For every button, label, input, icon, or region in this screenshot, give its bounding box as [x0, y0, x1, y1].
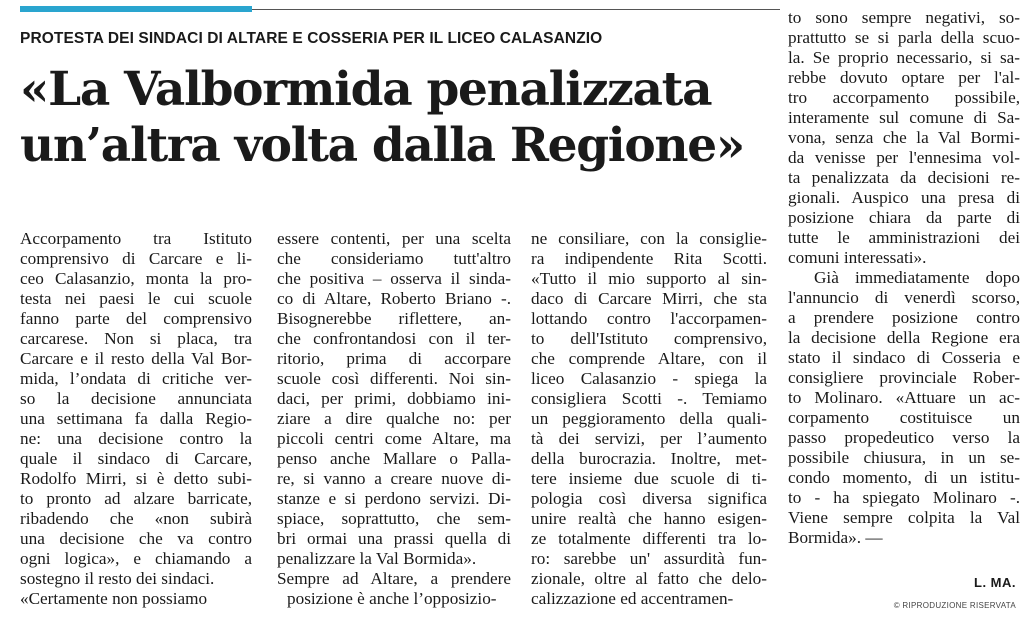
article-line: stanze e si perdono servizi. Di-	[277, 489, 511, 508]
article-line: spiace, soprattutto, che sem-	[277, 509, 511, 528]
article-line: l'annuncio di venerdì scorso,	[788, 288, 1020, 307]
article-line: ra indipendente Rita Scotti.	[531, 249, 767, 268]
article-line: una settimana fa dalla Regio-	[20, 409, 252, 428]
article-line: un peggioramento della quali-	[531, 409, 767, 428]
article-line: tà dei servizi, per l’aumento	[531, 429, 767, 448]
article-line: la. Se proprio necessario, si sa-	[788, 48, 1020, 67]
article-column-1	[20, 229, 252, 609]
article-column-3	[531, 229, 767, 609]
article-line: to - ha spiegato Molinaro -.	[788, 488, 1020, 507]
article-line: Carcare e il resto della Val Bor-	[20, 349, 252, 368]
article-line: bri ormai una prassi quella di	[277, 529, 511, 548]
article-line: penalizzare la Val Bormida».	[277, 549, 477, 568]
article-line: ro: sarebbe un' assurdità fun-	[531, 549, 767, 568]
article-line: ze totalmente differenti tra lo-	[531, 529, 767, 548]
article-line: lottando contro l'accorpamen-	[531, 309, 767, 328]
kicker: PROTESTA DEI SINDACI DI ALTARE E COSSERIA PER IL LICEO CALASANZIO	[20, 30, 603, 47]
article-line: stato il sindaco di Cosseria e	[788, 348, 1020, 367]
article-line: pologia così diversa significa	[531, 489, 767, 508]
section-color-bar	[20, 6, 252, 12]
headline-line: «La Valbormida penalizzata	[20, 62, 712, 117]
article-line: tere insieme due scuole di ti-	[531, 469, 767, 488]
article-line: carcarese. Non si placa, tra	[20, 329, 252, 348]
article-line: penso anche Mallare o Palla-	[277, 449, 511, 468]
article-line: zionale, oltre al fatto che delo-	[531, 569, 767, 588]
article-line: che consideriamo tutt'altro	[277, 249, 511, 268]
article-line: piccoli centri come Altare, ma	[277, 429, 511, 448]
article-line: posizione chiara da parte di	[788, 208, 1020, 227]
article-line: scuole così differenti. Noi sin-	[277, 369, 511, 388]
article-line: che positiva – osserva il sinda-	[277, 269, 511, 288]
article-line: to Molinaro. «Attuare un ac-	[788, 388, 1020, 407]
headline	[20, 62, 780, 174]
article-line: ne: una decisione contro la	[20, 429, 252, 448]
article-line: condo momento, di un istitu-	[788, 468, 1020, 487]
article-line: tro accorpamento possibile,	[788, 88, 1020, 107]
article-line: Viene sempre colpita la Val	[788, 508, 1020, 527]
article-line: testa nei paesi le cui scuole	[20, 289, 252, 308]
article-line: che comprende Altare, con il	[531, 349, 767, 368]
article-line: «Tutto il mio supporto al sin-	[531, 269, 767, 288]
article-line: consigliera Scotti -. Temiamo	[531, 389, 767, 408]
headline-line: un’altra volta dalla Regione»	[20, 118, 744, 173]
article-line: ritorio, prima di accorpare	[277, 349, 511, 368]
article-line: la decisione della Regione era	[788, 328, 1020, 347]
article-line: ziare a dire qualche no: per	[277, 409, 511, 428]
article-line: interamente sul comune di Sa-	[788, 108, 1020, 127]
article-line: a prendere posizione contro	[788, 308, 1020, 327]
article-line: Sempre ad Altare, a prendere	[277, 569, 511, 588]
article-line: Rodolfo Mirri, si è detto subi-	[20, 469, 252, 488]
copyright-notice: © RIPRODUZIONE RISERVATA	[893, 601, 1016, 610]
article-line: comuni interessati».	[788, 248, 927, 267]
article-line: Già immediatamente dopo	[814, 268, 1020, 287]
article-line: ta penalizzata da decisioni re-	[788, 168, 1020, 187]
article-line: ribadendo che «non subirà	[20, 509, 252, 528]
article-line: re, si vanno a creare nuove di-	[277, 469, 511, 488]
article-line: comprensivo di Carcare e li-	[20, 249, 252, 268]
article-line: corpamento costituisce un	[788, 408, 1020, 427]
article-line: mida, l’ondata di critiche ver-	[20, 369, 252, 388]
article-line: sostegno il resto dei sindaci.	[20, 569, 215, 588]
article-line: unire realtà che hanno esigen-	[531, 509, 767, 528]
article-line: quale il sindaco di Carcare,	[20, 449, 252, 468]
article-line: to sono sempre negativi, so-	[788, 8, 1020, 27]
article-line: calizzazione ed accentramen-	[531, 589, 734, 608]
article-line: to pronto ad alzare barricate,	[20, 489, 252, 508]
article-line: Bormida». —	[788, 528, 883, 547]
article-line: daco di Carcare Mirri, che sta	[531, 289, 767, 308]
author-signature: L. MA.	[974, 575, 1016, 590]
article-line: rebbe dovuto optare per l'al-	[788, 68, 1020, 87]
article-line: passo propedeutico verso la	[788, 428, 1020, 447]
article-line: daci, per primi, dobbiamo ini-	[277, 389, 511, 408]
article-line: gionali. Auspico una presa di	[788, 188, 1020, 207]
article-line: liceo Calasanzio - spiega la	[531, 369, 767, 388]
article-line: ceo Calasanzio, monta la pro-	[20, 269, 252, 288]
article-line: essere contenti, per una scelta	[277, 229, 511, 248]
article-line: prattutto se si parla della scuo-	[788, 28, 1020, 47]
article-line: co di Altare, Roberto Briano -.	[277, 289, 511, 308]
article-line: «Certamente non possiamo	[20, 589, 208, 608]
article-line: una decisione che va contro	[20, 529, 252, 548]
article-line: fanno parte del comprensivo	[20, 309, 252, 328]
article-line: vona, senza che la Val Bormi-	[788, 128, 1020, 147]
header-rule	[252, 9, 780, 10]
article-line: Bisognerebbe riflettere, an-	[277, 309, 511, 328]
article-line: da venisse per l'ennesima vol-	[788, 148, 1020, 167]
article-line: so la decisione annunciata	[20, 389, 252, 408]
article-line: ogni logica», e chiamando a	[20, 549, 252, 568]
article-line: possibile chiusura, in un se-	[788, 448, 1020, 467]
article-line: posizione è anche l’opposizio-	[287, 589, 497, 608]
article-line: che confrontandosi con il ter-	[277, 329, 511, 348]
article-line: Accorpamento tra Istituto	[20, 229, 252, 248]
article-column-4	[788, 8, 1020, 548]
article-line: to dell'Istituto comprensivo,	[531, 329, 767, 348]
article-line: tutte le amministrazioni dei	[788, 228, 1020, 247]
article-column-2	[277, 229, 511, 609]
article-line: consigliere provinciale Rober-	[788, 368, 1020, 387]
article-line: ne consiliare, con la consiglie-	[531, 229, 767, 248]
article-line: della burocrazia. Inoltre, met-	[531, 449, 767, 468]
